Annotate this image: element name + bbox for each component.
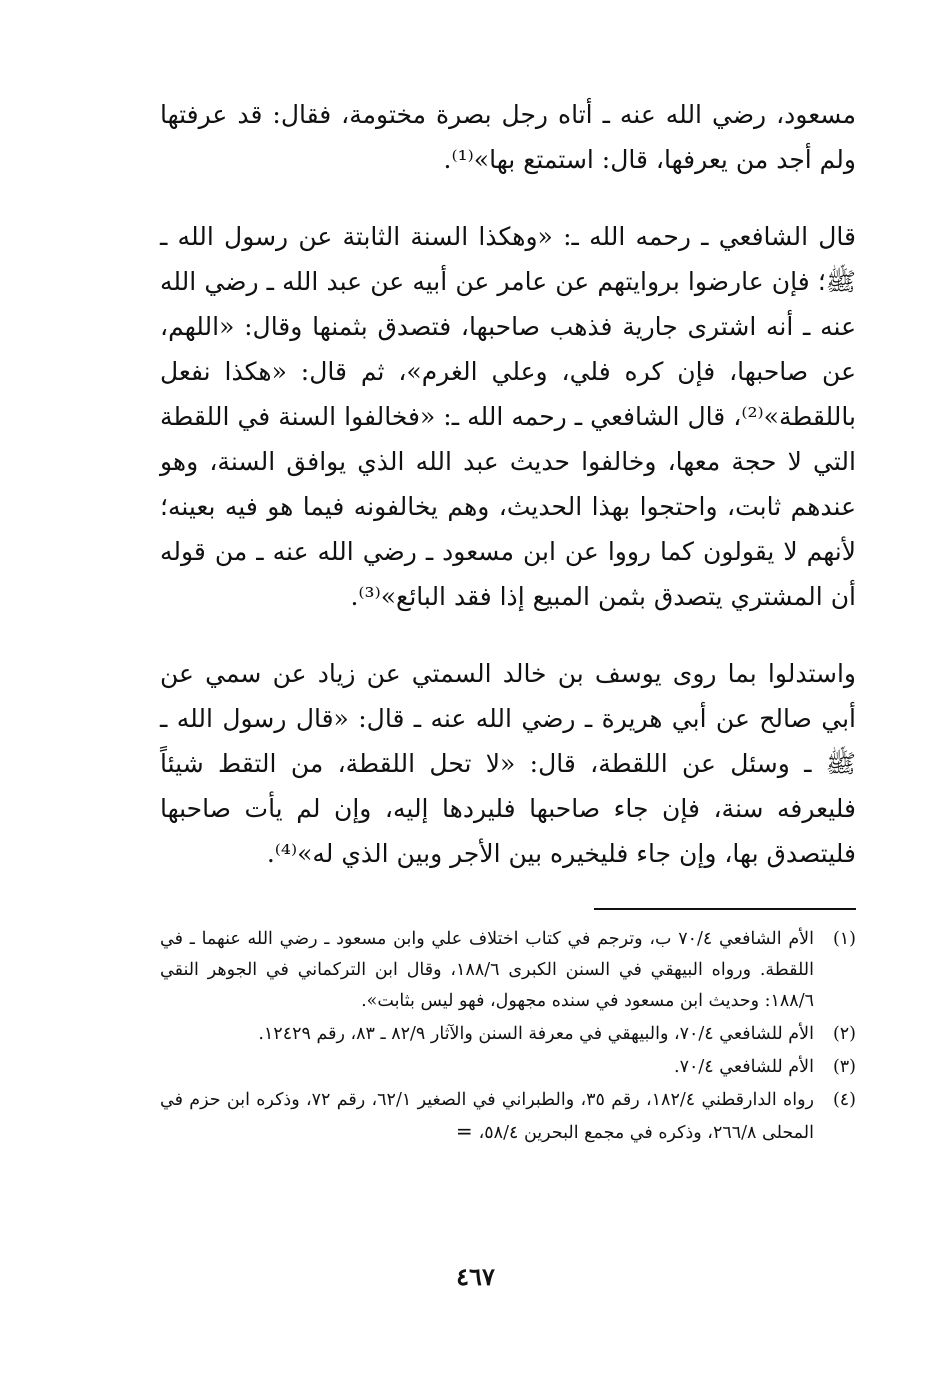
footnote-text-body: رواه الدارقطني ١٨٢/٤، رقم ٣٥، والطبراني في الصغير ٦٢/١، رقم ٧٢، وذكره ابن حزم في المحلى ٢٦٦/٨، وذكره في مجمع البحرين ٥٨/٤، bbox=[160, 1090, 814, 1143]
footnote-separator bbox=[594, 908, 856, 910]
continuation-mark: = bbox=[455, 1119, 473, 1143]
footnote-number: (٢) bbox=[832, 1024, 856, 1044]
page-number: ٤٦٧ bbox=[456, 1262, 495, 1291]
footnote-item bbox=[160, 1052, 856, 1083]
footnote-item bbox=[160, 1085, 856, 1149]
paragraph-3-text: واستدلوا بما روى يوسف بن خالد السمتي عن زياد عن سمي عن أبي صالح عن أبي هريرة ـ رضي الله عنه ـ قال: «قال رسول الله ـ ﷺ ـ وسئل عن اللقطة، قال: «لا تحل اللقطة، من التقط شيئاً فليعرفه سنة، فإن جاء صاحبها فليردها إليه، وإن لم يأت صاحبها فليتصدق بها، وإن جاء فليخيره بين الأجر وبين الذي له»⁽⁴⁾. bbox=[160, 659, 856, 868]
footnote-item bbox=[160, 1019, 856, 1050]
paragraph-2 bbox=[160, 214, 856, 619]
paragraph-1-text: مسعود، رضي الله عنه ـ أتاه رجل بصرة مختومة، فقال: قد عرفتها ولم أجد من يعرفها، قال: استمتع بها»⁽¹⁾. bbox=[160, 100, 856, 174]
footnote-text: الأم الشافعي ٧٠/٤ ب، وترجم في كتاب اختلاف علي وابن مسعود ـ رضي الله عنهما ـ في اللقطة. ورواه البيهقي في السنن الكبرى ١٨٨/٦، وقال ابن التركماني في الجوهر النقي ١٨٨/٦: وحديث ابن مسعود في سنده مجهول، فهو ليس بثابت». bbox=[160, 929, 815, 1011]
footnote-number: (١) bbox=[832, 929, 856, 949]
paragraph-3 bbox=[160, 651, 856, 876]
footnote-item bbox=[160, 924, 856, 1017]
footnote-number: (٤) bbox=[832, 1090, 856, 1110]
footnote-text: الأم للشافعي ٧٠/٤. bbox=[674, 1057, 814, 1077]
paragraph-2-text: قال الشافعي ـ رحمه الله ـ: «وهكذا السنة الثابتة عن رسول الله ـ ﷺ؛ فإن عارضوا بروايتهم عن عامر عن أبيه عن عبد الله ـ رضي الله عنه ـ أنه اشترى جارية فذهب صاحبها، فتصدق بثمنها وقال: «اللهم، عن صاحبها، فإن كره فلي، وعلي الغرم»، ثم قال: «هكذا نفعل باللقطة»⁽²⁾، قال الشافعي ـ رحمه الله ـ: «فخالفوا السنة في اللقطة التي لا حجة معها، وخالفوا حديث عبد الله الذي يوافق السنة، وهو عندهم ثابت، واحتجوا بهذا الحديث، وهم يخالفونه فيما هو فيه بعينه؛ لأنهم لا يقولون كما رووا عن ابن مسعود ـ رضي الله عنه ـ من قوله أن المشتري يتصدق بثمن المبيع إذا فقد البائع»⁽³⁾. bbox=[160, 222, 856, 611]
footnotes bbox=[160, 924, 856, 1149]
footnote-text bbox=[160, 1085, 814, 1149]
footnote-text: الأم للشافعي ٧٠/٤، والبيهقي في معرفة السنن والآثار ٨٢/٩ ـ ٨٣، رقم ١٢٤٢٩. bbox=[258, 1024, 814, 1044]
paragraph-1 bbox=[160, 92, 856, 182]
footnote-number: (٣) bbox=[832, 1057, 856, 1077]
